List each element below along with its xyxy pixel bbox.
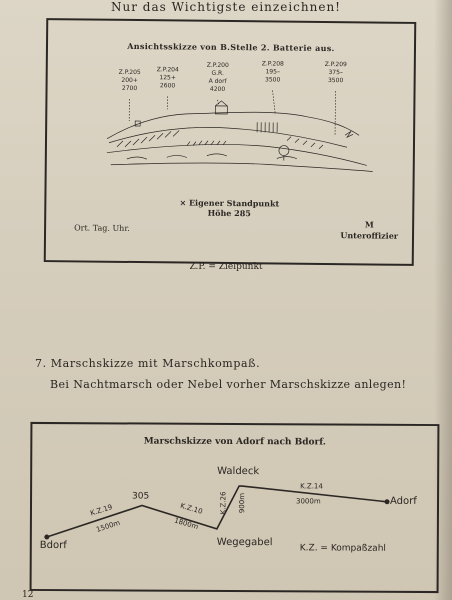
segment-kz: K.Z.10 bbox=[179, 501, 204, 516]
view-sketch-title: Ansichtsskizze von B.Stelle 2. Batterie aus. bbox=[127, 40, 335, 54]
target-name: Z.P.205 bbox=[118, 68, 141, 77]
signature-block bbox=[340, 219, 398, 242]
section-7-subtitle: Bei Nachtmarsch oder Nebel vorher Marschskizze anlegen! bbox=[50, 378, 407, 391]
section-7-title: 7. Marschskizze mit Marschkompaß. bbox=[35, 357, 261, 370]
point-adorf: Adorf bbox=[390, 495, 417, 507]
point-305: 305 bbox=[132, 491, 150, 502]
target-name: Z.P.208 bbox=[261, 60, 284, 68]
target-range: 2700 bbox=[121, 84, 138, 93]
target-range: 4200 bbox=[209, 85, 226, 93]
march-sketch-frame bbox=[30, 422, 440, 593]
kompasszahl-legend: K.Z. = Kompaßzahl bbox=[299, 543, 386, 554]
segment-distance: 900m bbox=[238, 492, 247, 514]
instruction-heading: Nur das Wichtigste einzeichnen! bbox=[111, 0, 341, 14]
zielpunkt-legend: Z.P. = Zielpunkt bbox=[189, 262, 263, 272]
target-value: 200+ bbox=[121, 76, 138, 85]
march-route-drawing bbox=[32, 424, 438, 591]
signature-mark: M bbox=[364, 219, 374, 230]
target-value: 195– bbox=[265, 68, 280, 76]
view-sketch-frame bbox=[44, 18, 417, 266]
target-range: 2600 bbox=[159, 82, 176, 90]
point-wegegabel: Wegegabel bbox=[216, 536, 273, 549]
target-name: Z.P.200 bbox=[206, 61, 229, 69]
target-range: 3500 bbox=[264, 76, 281, 84]
segment-distance: 1800m bbox=[173, 516, 200, 532]
hoehe-label: Höhe 285 bbox=[207, 207, 251, 219]
target-value: 125+ bbox=[159, 74, 176, 82]
ort-tag-uhr: Ort. Tag. Uhr. bbox=[74, 223, 130, 233]
target-range: 3500 bbox=[327, 77, 344, 85]
segment-kz: K.Z.19 bbox=[89, 503, 114, 518]
target-name: Z.P.204 bbox=[156, 66, 179, 74]
point-waldeck: Waldeck bbox=[217, 465, 260, 478]
target-name: Z.P.209 bbox=[324, 60, 347, 69]
target-value: G.R. bbox=[211, 69, 224, 77]
target-place: A dorf bbox=[208, 77, 227, 85]
segment-kz: K.Z.26 bbox=[219, 491, 228, 515]
segment-distance: 1500m bbox=[95, 518, 122, 534]
point-bdorf: Bdorf bbox=[39, 539, 67, 552]
segment-kz: K.Z.14 bbox=[300, 482, 323, 491]
standpunkt-label: × Eigener Standpunkt bbox=[179, 197, 280, 209]
page-number: 12 bbox=[22, 590, 34, 600]
march-sketch-title: Marschskizze von Adorf nach Bdorf. bbox=[143, 436, 326, 448]
segment-distance: 3000m bbox=[296, 497, 321, 506]
rank-label: Unteroffizier bbox=[340, 230, 399, 241]
target-value: 375– bbox=[328, 69, 343, 77]
observer-position bbox=[46, 196, 412, 220]
